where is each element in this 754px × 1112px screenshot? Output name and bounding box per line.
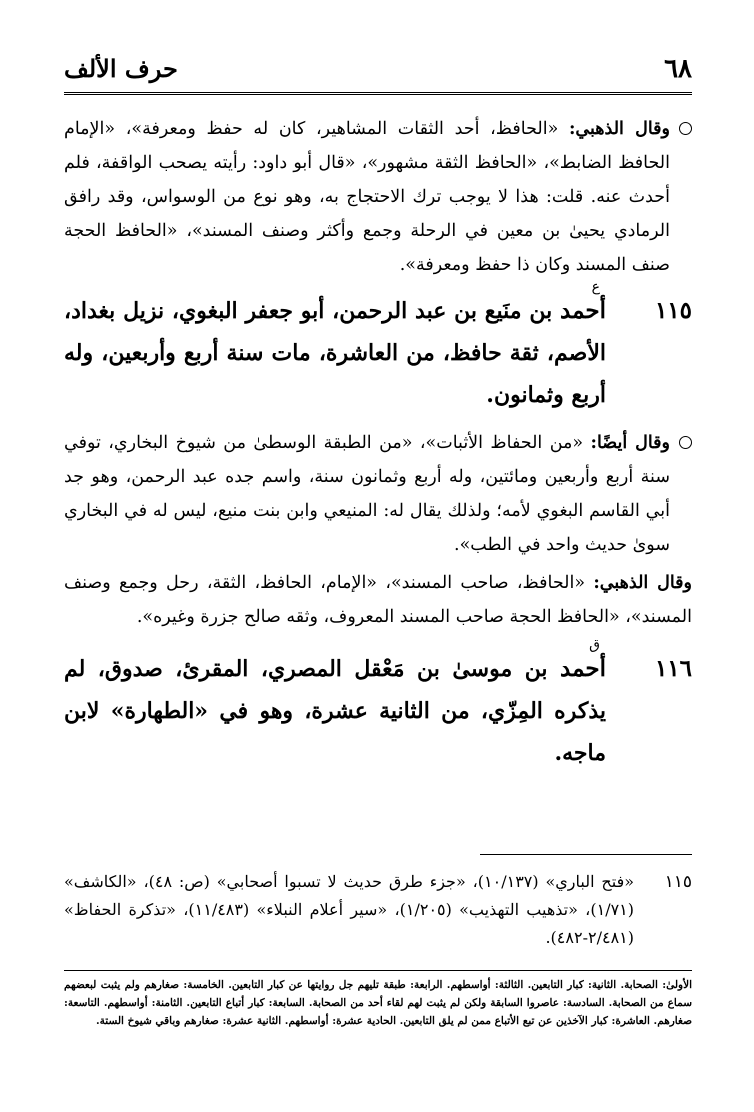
note-text: «من الحفاظ الأثبات»، «من الطبقة الوسطىٰ من شيوخ البخاري، توفي سنة أربع وأربعين ومائتين، وله أربع وثمانون سنة، واسم جده عبد الرحمن، وهو جد أبي القاسم البغوي لأمه؛ ولذلك يقال له: المنيعي وابن بنت منيع، ليس له في البخاري سوىٰ حديث واحد في الطب». — [64, 433, 670, 555]
footnote-115 — [64, 868, 692, 952]
note-text: «الحافظ، أحد الثقات المشاهير، كان له حفظ ومعرفة»، «الإمام الحافظ الضابط»، «الحافظ الثقة مشهور»، «قال أبو داود: رأيته يصحب الواقفة، فلم أحدث عنه. قلت: هذا لا يوجب ترك الاحتجاج به، وهو نوع من الوسواس، وقد رافق الرمادي يحيىٰ بن معين في الرحلة وجمع وأكثر وصنف المسند»، «الحافظ الحجة صنف المسند وكان ذا حفظ ومعرفة». — [64, 119, 670, 275]
entry-115 — [64, 279, 692, 416]
dhahabi-note-113 — [64, 112, 692, 282]
footnote-text: «فتح الباري» (١٠/١٣٧)، «جزء طرق حديث لا تسبوا أصحابي» (ص: ٤٨)، «الكاشف» (١/٧١)، «تذهيب التهذيب» (١/٢٠٥)، «سير أعلام النبلاء» (١١/٤٨٣)، «تذكرة الحفاظ» (٢/٤٨١-٤٨٢). — [64, 872, 635, 947]
circle-bullet-icon — [679, 436, 692, 449]
ibn-hajar-note-115 — [64, 426, 692, 562]
footnote-separator — [480, 854, 692, 855]
entry-name: أحمد — [560, 297, 606, 324]
book-symbol: ع — [591, 279, 600, 295]
page-body — [64, 112, 692, 784]
legend-rule — [64, 970, 692, 971]
note-lead: وقال الذهبي: — [593, 573, 692, 593]
note-text: «الحافظ، صاحب المسند»، «الإمام، الحافظ، الثقة، رحل وجمع وصنف المسند»، «الحافظ الحجة صاحب المسند المعروف، وثقه صالح جزرة وغيره». — [64, 573, 692, 627]
page-number: ٦٨ — [664, 54, 692, 84]
entry-text: بن موسىٰ بن مَعْقل المصري، المقرئ، صدوق، لم يذكره المِزّي، من الثانية عشرة، وهو في «الطهارة» لابن ماجه. — [64, 656, 606, 766]
running-title: حرف الألف — [64, 54, 178, 83]
note-lead: وقال الذهبي: — [568, 119, 670, 139]
dhahabi-note-115 — [64, 566, 692, 634]
circle-bullet-icon — [679, 122, 692, 135]
entry-number: ١١٥ — [654, 297, 692, 324]
footnote-number: ١١٥ — [664, 872, 692, 892]
entry-number: ١١٦ — [654, 655, 692, 682]
entry-text: بن منَيع بن عبد الرحمن، أبو جعفر البغوي، نزيل بغداد، الأصم، ثقة حافظ، من العاشرة، مات سنة أربع وأربعين، وله أربع وثمانون. — [64, 298, 606, 408]
note-lead: وقال أيضًا: — [590, 433, 670, 453]
book-symbol: ق — [589, 637, 600, 653]
entry-name: أحمد — [560, 655, 606, 682]
page-header — [64, 44, 692, 95]
tabaqat-legend: الأولىٰ: الصحابة. الثانية: كبار التابعين. الثالثة: أواسطهم. الرابعة: طبقة تليهم جل روايتها عن كبار التابعين. الخامسة: صغارهم ولم يثبت لبعضهم سماع من الصحابة. السادسة: عاصروا السابقة ولكن لم يثبت لهم لقاء أحد من الصحابة. السابعة: كبار أتباع التابعين. الثامنة: أواسطهم. التاسعة: صغارهم. العاشرة: كبار الآخذين عن تبع الأتباع ممن لم يلق التابعين. الحادية عشرة: أواسطهم. الثانية عشرة: صغارهم وباقي شيوخ الستة. — [64, 979, 692, 1027]
entry-116 — [64, 637, 692, 774]
